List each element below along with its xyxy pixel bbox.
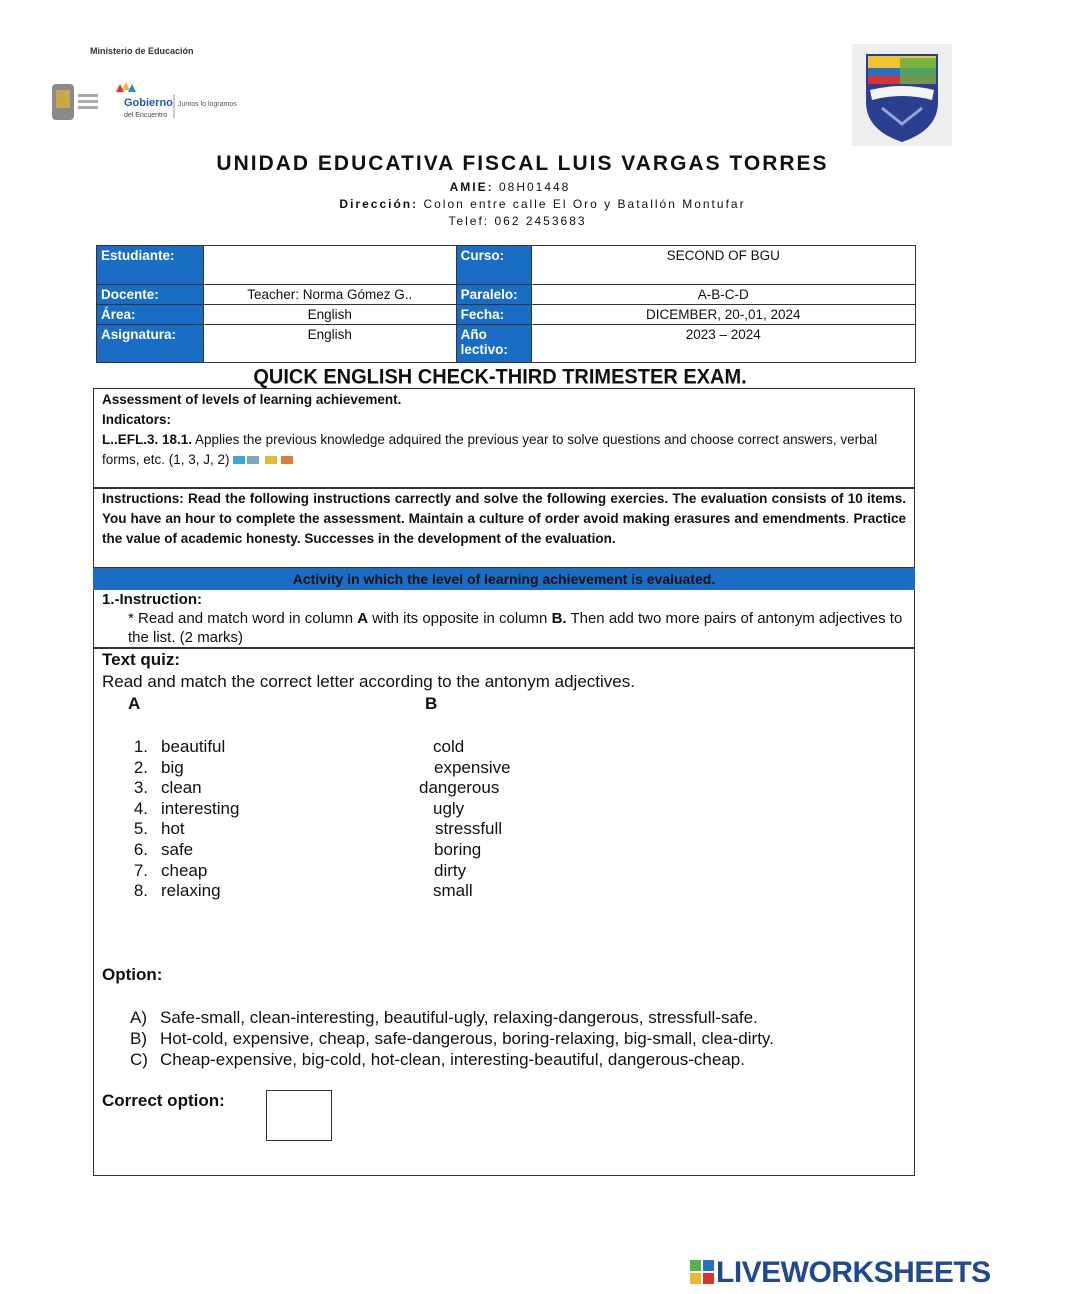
- option-c[interactable]: [130, 1049, 900, 1070]
- school-crest: [852, 44, 952, 146]
- item-word-b: dirty: [434, 860, 467, 880]
- instructions-box: [93, 488, 915, 568]
- instruction1-text: [102, 609, 906, 647]
- instruction1-col-b: B.: [551, 610, 567, 627]
- exam-title: QUICK ENGLISH CHECK-THIRD TRIMESTER EXAM.: [253, 365, 747, 389]
- course-label: Curso:: [456, 246, 531, 285]
- item-word-a: safe: [161, 839, 194, 859]
- item-word-a: cheap: [161, 860, 208, 880]
- instruction1-col-a: A: [357, 610, 369, 627]
- government-logos: [50, 80, 237, 126]
- activity-banner: [93, 568, 915, 590]
- activity-banner-text: Activity in which the level of learning achievement is evaluated.: [292, 571, 716, 587]
- item-word-b: ugly: [433, 798, 465, 818]
- item-number: 6.: [133, 839, 148, 859]
- list-item: [128, 737, 628, 758]
- competency-badges-icon: [233, 454, 297, 466]
- item-number: 1.: [133, 737, 148, 756]
- liveworksheets-logo: [690, 1256, 991, 1290]
- list-item: [128, 819, 628, 840]
- indicator-text: Applies the previous knowledge adquired the previous year to solve questions and choose correct answers, verbal forms, etc. (1, 3, J, 2): [102, 432, 878, 467]
- telephone-line: Telef: 062 2453683: [448, 214, 587, 228]
- student-info-table: [96, 245, 916, 363]
- column-b-header: B: [425, 694, 438, 713]
- item-number: 4.: [133, 798, 148, 818]
- liveworksheets-brand: LIVEWORKSHEETS: [716, 1256, 991, 1289]
- student-field[interactable]: [203, 246, 456, 285]
- item-number: 8.: [133, 881, 148, 901]
- shield-icon: [852, 44, 952, 146]
- item-word-a: relaxing: [161, 881, 221, 901]
- item-word-a: hot: [161, 819, 185, 839]
- direction-label: Dirección:: [339, 197, 419, 211]
- quiz-subtitle: Read and match the correct letter according to the antonym adjectives.: [102, 672, 635, 691]
- item-word-a: interesting: [161, 798, 240, 818]
- quiz-title: Text quiz:: [102, 650, 181, 669]
- list-item: [128, 861, 628, 882]
- instructions-text-b: .: [845, 511, 854, 526]
- item-word-b: dangerous: [419, 778, 500, 798]
- direction-line: [0, 197, 1085, 211]
- teacher-label: Docente:: [97, 285, 204, 305]
- date-label: Fecha:: [456, 305, 531, 325]
- option-text: Safe-small, clean-interesting, beautiful-ugly, relaxing-dangerous, stressfull-safe.: [160, 1008, 758, 1027]
- instructions-text-a: Instructions: Read the following instructions carrectly and solve the following exercies. The evaluation consists of 10 items. You have an hour to complete the assessment. Maintain a culture of order avoid making erasures and emendments: [102, 491, 906, 526]
- ecuador-crest-icon: [50, 80, 237, 126]
- item-number: 5.: [133, 819, 148, 839]
- item-number: 7.: [133, 860, 148, 880]
- item-word-a: beautiful: [161, 737, 226, 756]
- assessment-heading: Assessment of levels of learning achievement.: [102, 392, 402, 407]
- instruction1-text-pre: * Read and match word in column: [128, 610, 358, 627]
- list-item: [128, 758, 628, 779]
- column-a-header: A: [128, 694, 141, 713]
- quiz-box: [93, 648, 915, 1176]
- parallel-value: A-B-C-D: [531, 285, 915, 305]
- parallel-label: Paralelo:: [456, 285, 531, 305]
- item-word-b: cold: [433, 737, 465, 756]
- teacher-value: Teacher: Norma Gómez G..: [203, 285, 456, 305]
- subject-value: English: [203, 325, 456, 363]
- area-value: English: [203, 305, 456, 325]
- correct-option-label: Correct option:: [102, 1091, 225, 1110]
- list-item: [128, 778, 628, 799]
- indicators-label: Indicators:: [102, 412, 172, 427]
- list-item: [128, 840, 628, 861]
- year-label-line1: Año: [460, 327, 487, 342]
- amie-label: AMIE:: [449, 180, 494, 194]
- date-value: DICEMBER, 20-,01, 2024: [531, 305, 915, 325]
- gov-logo-sub: del Encuentro: [124, 112, 168, 119]
- option-a[interactable]: [130, 1007, 900, 1028]
- options-list: [130, 1007, 900, 1070]
- instruction1-text-post: Then add two more pairs of antonym adjectives to the list. (2 marks): [128, 610, 903, 646]
- correct-option-input[interactable]: [266, 1090, 332, 1141]
- item-number: 3.: [133, 778, 148, 798]
- option-letter: A): [130, 1008, 147, 1027]
- item-word-b: boring: [434, 839, 482, 859]
- liveworksheets-badge-icon: [690, 1260, 714, 1284]
- instruction1-text-mid: with its opposite in column: [368, 610, 552, 627]
- year-label: [456, 325, 531, 363]
- area-label: Área:: [97, 305, 204, 325]
- indicator-code: L..EFL.3. 18.1.: [102, 432, 193, 447]
- ministry-label: Ministerio de Educación: [90, 46, 194, 56]
- match-list: [128, 737, 628, 902]
- list-item: [128, 881, 628, 902]
- item-word-a: clean: [161, 778, 202, 798]
- option-letter: B): [130, 1029, 147, 1048]
- school-name: UNIDAD EDUCATIVA FISCAL LUIS VARGAS TORRES: [216, 152, 829, 175]
- item-word-b: stressfull: [435, 819, 503, 839]
- instructions-text-c: Practice the value of academic honesty. Successes in the development of the evaluation.: [102, 511, 906, 546]
- assessment-box: [93, 388, 915, 488]
- option-text: Cheap-expensive, big-cold, hot-clean, interesting-beautiful, dangerous-cheap.: [160, 1050, 745, 1069]
- gov-logo-text: Gobierno: [124, 97, 173, 109]
- instruction1-box: [93, 590, 915, 648]
- subject-label: Asignatura:: [97, 325, 204, 363]
- course-value: SECOND OF BGU: [531, 246, 915, 285]
- option-b[interactable]: [130, 1028, 900, 1049]
- item-word-a: big: [161, 757, 184, 777]
- option-letter: C): [130, 1050, 148, 1069]
- option-label: Option:: [102, 965, 163, 984]
- year-value: 2023 – 2024: [531, 325, 915, 363]
- amie-line: [0, 180, 1020, 194]
- item-word-b: small: [433, 881, 473, 901]
- student-label: Estudiante:: [97, 246, 204, 285]
- item-number: 2.: [133, 757, 148, 777]
- indicator-line: [102, 430, 906, 470]
- amie-value: 08H01448: [498, 180, 571, 194]
- year-label-line2: lectivo:: [460, 342, 508, 357]
- list-item: [128, 799, 628, 820]
- direction-value: Colon entre calle El Oro y Batallón Montufar: [423, 197, 746, 211]
- instruction1-label: 1.-Instruction:: [102, 591, 202, 608]
- gov-logo-slogan: Juntos lo logramos: [178, 101, 237, 108]
- option-text: Hot-cold, expensive, cheap, safe-dangerous, boring-relaxing, big-small, clea-dirty.: [160, 1029, 774, 1048]
- item-word-b: expensive: [434, 757, 511, 777]
